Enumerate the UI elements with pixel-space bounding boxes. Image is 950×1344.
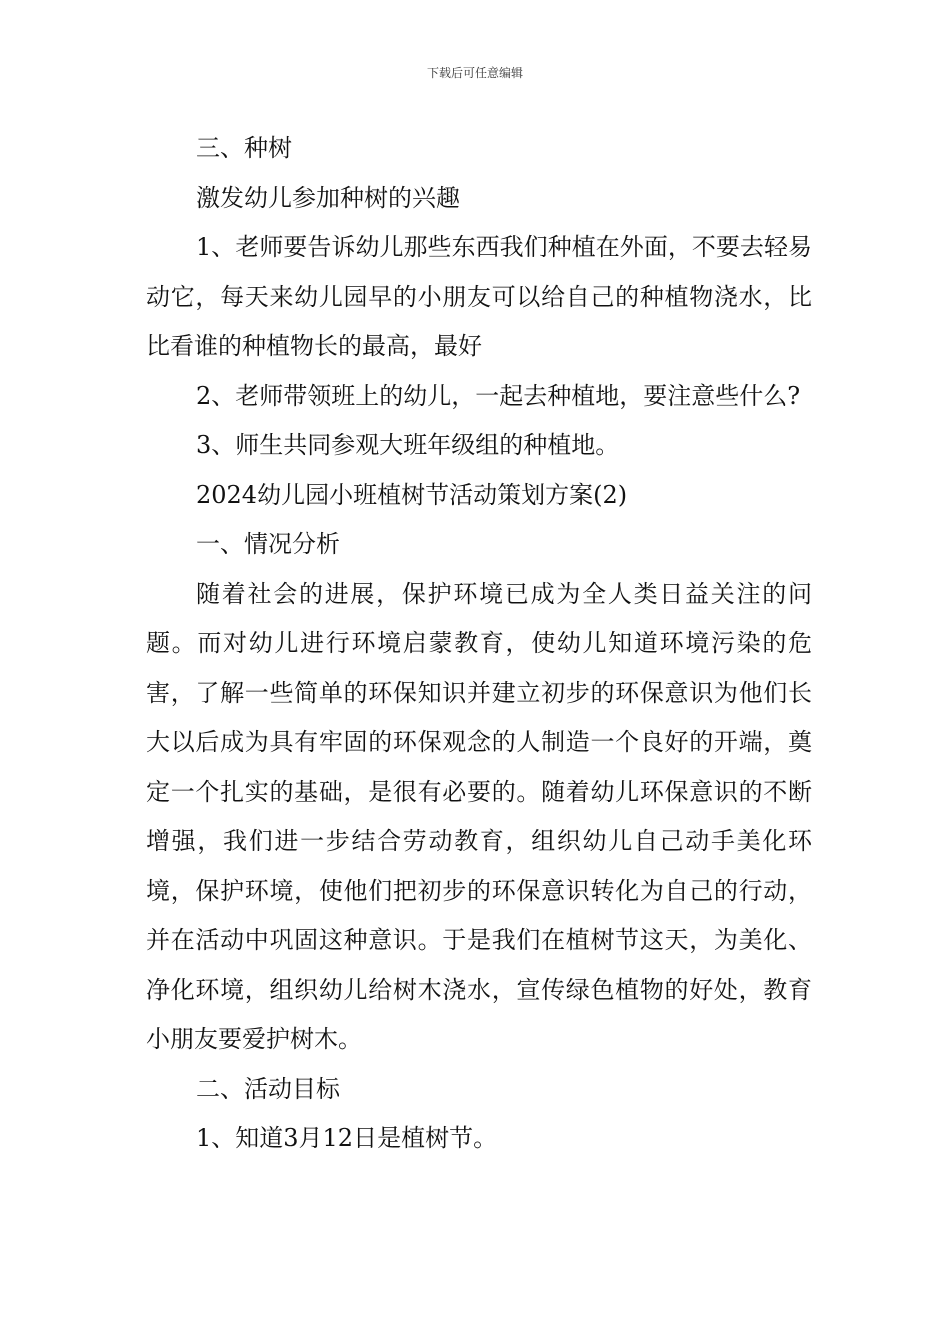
page-header: 下载后可任意编辑 bbox=[426, 66, 523, 80]
paragraph-analysis: 随着社会的进展，保护环境已成为全人类日益关注的问题。而对幼儿进行环境启蒙教育，使幼儿知道环境污染的危害，了解一些简单的环保知识并建立初步的环保意识为他们长大以后成为具有牢固的环保观念的人制造一个良好的开端，奠定一个扎实的基础，是很有必要的。随着幼儿环保意识的不断增强，我们进一步结合劳动教育，组织幼儿自己动手美化环境，保护环境，使他们把初步的环保意识转化为自己的行动，并在活动中巩固这种意识。于是我们在植树节这天，为美化、净化环境，组织幼儿给树木浇水，宣传绿色植物的好处，教育小朋友要爱护树木。 bbox=[146, 579, 812, 1053]
section-heading-planting: 三、种树 bbox=[196, 134, 292, 162]
document-body bbox=[146, 124, 812, 1164]
list-item-3: 3、师生共同参观大班年级组的种植地。 bbox=[196, 431, 620, 459]
document-title: 2024幼儿园小班植树节活动策划方案(2) bbox=[196, 480, 628, 509]
paragraph-interest: 激发幼儿参加种树的兴趣 bbox=[196, 183, 460, 212]
list-item-1: 1、老师要告诉幼儿那些东西我们种植在外面，不要去轻易动它，每天来幼儿园早的小朋友可以给自己的种植物浇水，比比看谁的种植物长的最高，最好 bbox=[146, 233, 812, 360]
section-heading-analysis: 一、情况分析 bbox=[196, 530, 340, 558]
section-heading-goals: 二、活动目标 bbox=[196, 1074, 340, 1103]
list-item-2: 2、老师带领班上的幼儿，一起去种植地，要注意些什么? bbox=[196, 381, 801, 410]
goal-item-1: 1、知道3月12日是植树节。 bbox=[196, 1124, 498, 1152]
